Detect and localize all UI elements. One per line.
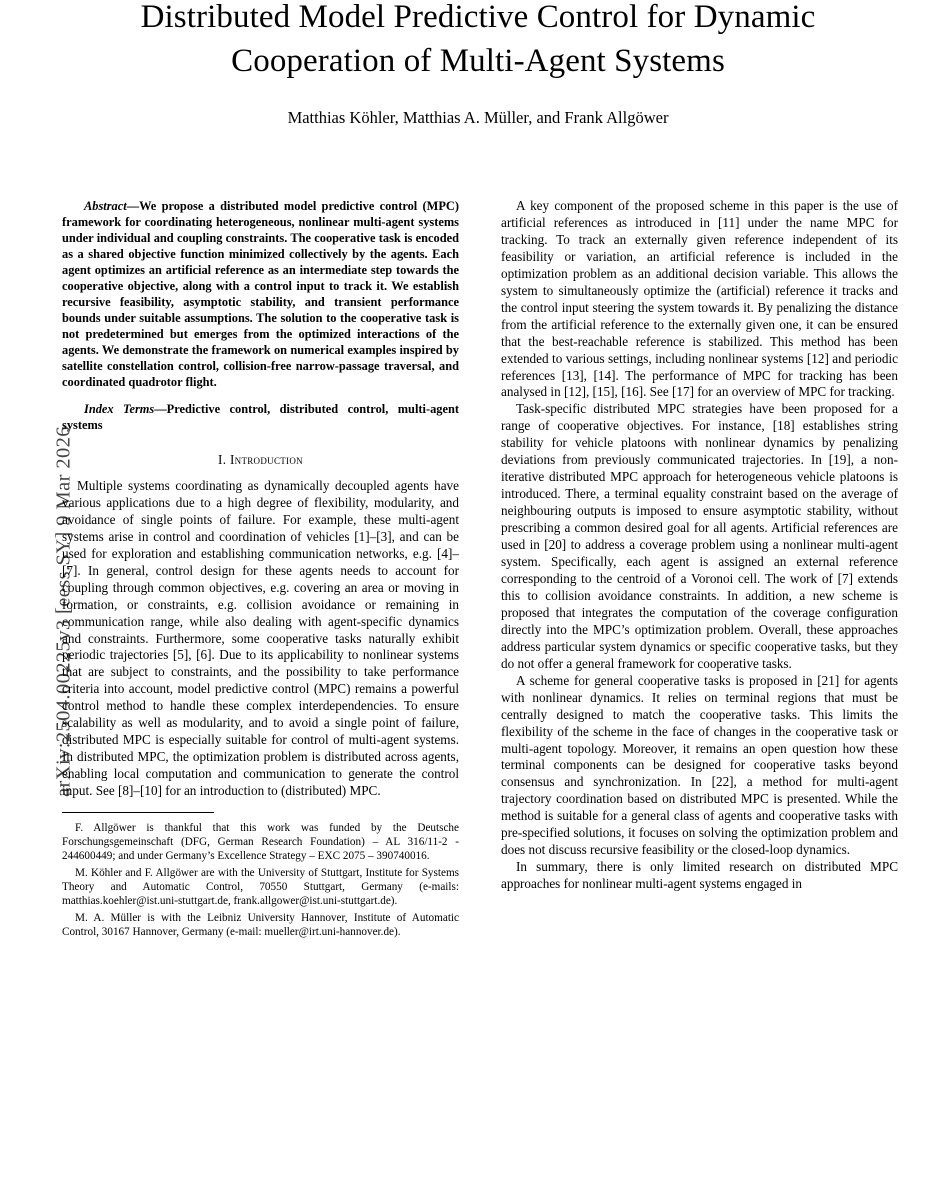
index-terms	[62, 401, 459, 433]
index-terms-lead: Index Terms	[84, 402, 155, 416]
paragraph: In summary, there is only limited research on distributed MPC approaches for nonlinear multi-agent systems engaged in	[501, 859, 898, 892]
section-heading-introduction	[62, 452, 459, 469]
paragraph: A scheme for general cooperative tasks is proposed in [21] for agents with nonlinear dynamics. It relies on terminal regions that must be centrally designed to match the cooperative tasks. This limits the flexibility of the scheme in the face of changes in the cooperative task or multi-agent topology. Moreover, it remains an open question how these terminal components can be designed for cooperative tasks beyond consensus and synchronization. In [22], a method for multi-agent trajectory coordination based on distributed MPC is presented. While the method is suitable for a general class of agents and cooperative tasks with pre-specified solutions, it focuses on solving the optimization problem and does not discuss recursive feasibility or the closed-loop dynamics.	[501, 672, 898, 858]
footnotes	[62, 822, 459, 940]
authors: Matthias Köhler, Matthias A. Müller, and Frank Allgöwer	[287, 107, 669, 127]
right-column	[501, 198, 898, 893]
footnote-funding: F. Allgöwer is thankful that this work was funded by the Deutsche Forschungsgemeinschaft (DFG, German Research Foundation) – AL 316/11-2 - 244600449; and under Germany’s Excellence Strategy – EXC 2075 – 390740016.	[62, 822, 459, 862]
footnote-affiliation-hannover: M. A. Müller is with the Leibniz University Hannover, Institute of Automatic Control, 30167 Hannover, Germany (e-mail: mueller@irt.uni-hannover.de).	[62, 911, 459, 938]
title-block	[60, 0, 896, 128]
section-title: Introduction	[229, 452, 303, 467]
footnote-divider	[62, 812, 214, 813]
index-terms-text: Predictive control, distributed control, multi-agent systems	[62, 402, 459, 432]
left-column	[62, 198, 459, 940]
arxiv-stamp: arXiv:2504.00225v3 [eess.SY] 9 Mar 2026	[52, 426, 75, 797]
abstract-dash: —	[126, 199, 140, 213]
page-title: Distributed Model Predictive Control for Dynamic Cooperation of Multi-Agent Systems	[140, 0, 816, 79]
footnote-affiliation-stuttgart: M. Köhler and F. Allgöwer are with the University of Stuttgart, Institute for Systems Theory and Automatic Control, 70550 Stuttgart, Germany (e-mails: matthias.koehler@ist.uni-stuttgart.de, frank.allgower@ist.uni-stuttgart.de).	[62, 866, 459, 907]
section-number: I.	[218, 452, 227, 467]
abstract-text: We propose a distributed model predictive control (MPC) framework for coordinating heterogeneous, nonlinear multi-agent systems under individual and coupling constraints. The cooperative task is encoded as a shared objective function minimized collectively by the agents. Each agent optimizes an artificial reference as an intermediate step towards the cooperative objective, along with a control input to track it. We establish recursive feasibility, asymptotic stability, and transient performance bounds under suitable assumptions. The solution to the cooperative task is not predetermined but emerges from the optimized interactions of the agents. We demonstrate the framework on numerical examples inspired by satellite constellation control, collision-free narrow-passage traversal, and coordinated quadrotor flight.	[62, 199, 459, 389]
paragraph: Task-specific distributed MPC strategies have been proposed for a range of cooperative objectives. For instance, [18] establishes string stability for vehicle platoons with nonlinear dynamics by penalizing deviations from previously communicated trajectories. In [19], a non-iterative distributed MPC approach for heterogeneous vehicle platoons is introduced. There, a terminal equality constraint based on the average of neighbouring outputs is imposed to ensure asymptotic stability, without prescribing a common desired goal for all agents. Artificial references are used in [20] to address a coverage problem using a nonlinear multi-agent system. Specifically, each agent is assigned an external reference corresponding to the centroid of a Voronoi cell. The work of [7] extends this to collision avoidance constraints. In addition, a new scheme is proposed that integrates the computation of the coverage configuration directly into the MPC’s optimization problem. Overall, these approaches address particular system dynamics or specific cooperative tasks, but they do not offer a general framework for cooperative tasks.	[501, 401, 898, 671]
abstract-lead: Abstract	[84, 199, 127, 213]
index-terms-dash: —	[154, 402, 167, 416]
abstract	[62, 198, 459, 390]
paragraph: Multiple systems coordinating as dynamically decoupled agents have various applications due to a high degree of flexibility, modularity, and avoidance of single points of failure. For example, these multi-agent systems arise in control and coordination of vehicles [1]–[3], and can be used for exploration and establishing communication networks, e.g. [4]–[7]. In general, control design for these agents needs to account for coupling through common objectives, e.g. covering an area or moving in formation, or constraints, e.g. collision avoidance or remaining in communication range, while also dealing with agent-specific dynamics and constraints. Furthermore, some cooperative tasks naturally exhibit periodic trajectories [5], [6]. Due to its applicability to nonlinear systems that are subject to constraints, and the possibility to take performance criteria into account, model predictive control (MPC) remains a powerful control method to handle these complex interdependencies. To ensure scalability as well as modularity, and to avoid a single point of failure, distributed MPC is especially suitable for control of multi-agent systems. In distributed MPC, the optimization problem is distributed across agents, enabling local computation and communication to generate the control input. See [8]–[10] for an introduction to (distributed) MPC.	[62, 477, 459, 799]
paragraph: A key component of the proposed scheme in this paper is the use of artificial references as introduced in [11] under the name MPC for tracking. To track an externally given reference independent of its feasibility or variation, an artificial reference is included in the optimization problem as an additional decision variable. This allows the system to simultaneously optimize the (artificial) reference it tracks and the control input steering the system towards it. By penalizing the distance from the artificial reference to the externally given one, it can be ensured that the best-reachable reference is stabilized. This method has been extended to various settings, including nonlinear systems [12] and periodic references [13], [14]. The performance of MPC for tracking has been analysed in [12], [15], [16]. See [17] for an overview of MPC for tracking.	[501, 198, 898, 400]
body-columns	[62, 198, 898, 1200]
